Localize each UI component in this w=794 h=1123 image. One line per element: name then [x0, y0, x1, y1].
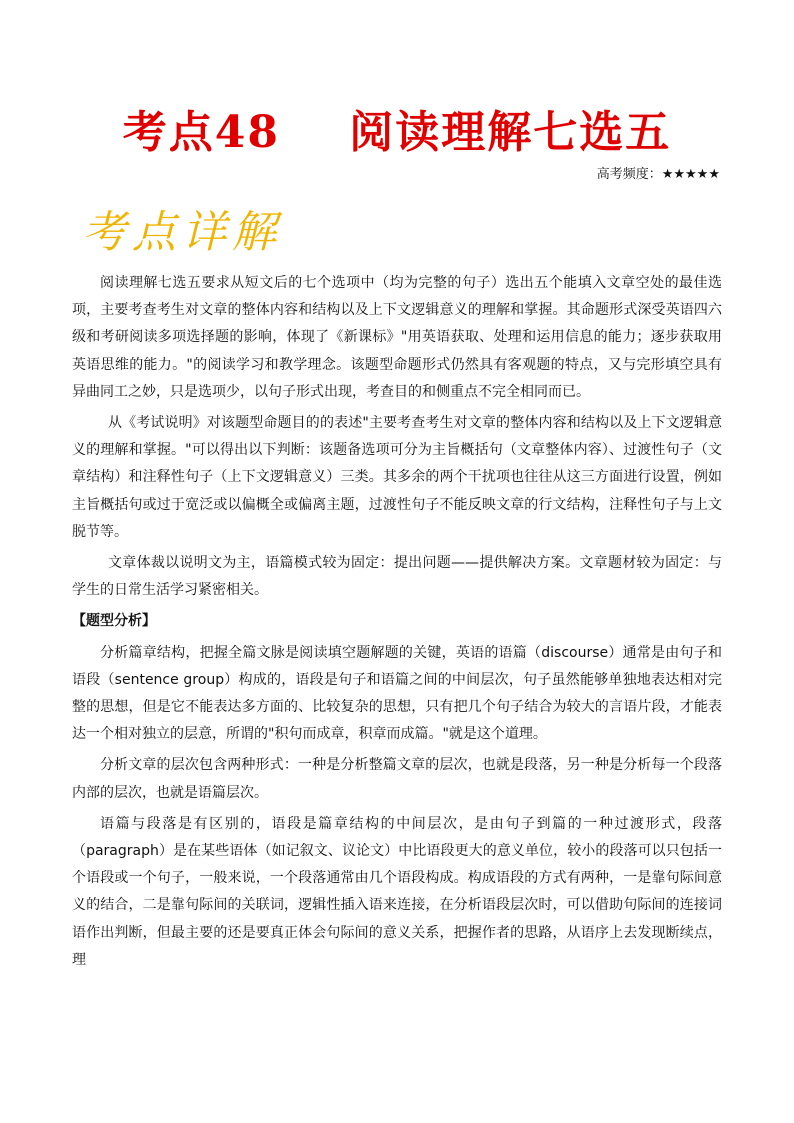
- paragraph-analysis-levels: 分析文章的层次包含两种形式：一种是分析整篇文章的层次，也就是段落，另一种是分析每一个段落内部的层次，也就是语篇层次。: [72, 757, 722, 801]
- frequency-label: 高考频度：: [596, 167, 662, 182]
- paragraph-genre: 文章体裁以说明文为主，语篇模式较为固定：提出问题——提供解决方案。文章题材较为固定：与学生的日常生活学习紧密相关。: [72, 555, 722, 599]
- section-heading: 考点详解: [82, 207, 282, 258]
- exam-frequency: [597, 163, 720, 182]
- frequency-stars: ★★★★★: [661, 167, 720, 182]
- page-title: 考点48 阅读理解七选五: [122, 107, 672, 158]
- document-body: [72, 270, 722, 978]
- subsection-label: 【题型分析】: [72, 613, 156, 630]
- paragraph-analysis-structure: 分析篇章结构，把握全篇文脉是阅读填空题解题的关键，英语的语篇（discourse）通常是由句子和语段（sentence group）构成的，语段是句子和语篇之间的中间层次，句子虽然能够单独地表达相对完整的思想，但是它不能表达多方面的、比较复杂的思想，只有把几个句子结合为较大的言语片段，才能表达一个相对独立的层意，所谓的"积句而成章，积章而成篇。"就是这个道理。: [72, 644, 722, 743]
- paragraph-analysis-discourse: 语篇与段落是有区别的，语段是篇章结构的中间层次，是由句子到篇的一种过渡形式，段落（paragraph）是在某些语体（如记叙文、议论文）中比语段更大的意义单位，较小的段落可以只包括一个语段或一个句子，一般来说，一个段落通常由几个语段构成。构成语段的方式有两种，一是靠句际间意义的结合，二是靠句际间的关联词，逻辑性插入语来连接，在分析语段层次时，可以借助句际间的连接词语作出判断，但最主要的还是要真正体会句际间的意义关系，把握作者的思路，从语序上去发现断续点，理: [72, 815, 722, 968]
- paragraph-exam-spec: 从《考试说明》对该题型命题目的的表述"主要考查考生对文章的整体内容和结构以及上下文逻辑意义的理解和掌握。"可以得出以下判断：该题备选项可分为主旨概括句（文章整体内容）、过渡性句子（文章结构）和注释性句子（上下文逻辑意义）三类。其多余的两个干扰项也往往从这三方面进行设置，例如主旨概括句或过于宽泛或以偏概全或偏离主题，过渡性句子不能反映文章的行文结构，注释性句子与上文脱节等。: [72, 415, 722, 540]
- paragraph-intro: 阅读理解七选五要求从短文后的七个选项中（均为完整的句子）选出五个能填入文章空处的最佳选项，主要考查考生对文章的整体内容和结构以及上下文逻辑意义的理解和掌握。其命题形式深受英语四六级和考研阅读多项选择题的影响，体现了《新课标》"用英语获取、处理和运用信息的能力；逐步获取用英语思维的能力。"的阅读学习和教学理念。该题型命题形式仍然具有客观题的特点，又与完形填空具有异曲同工之妙，只是选项少，以句子形式出现，考查目的和侧重点不完全相同而已。: [72, 275, 722, 400]
